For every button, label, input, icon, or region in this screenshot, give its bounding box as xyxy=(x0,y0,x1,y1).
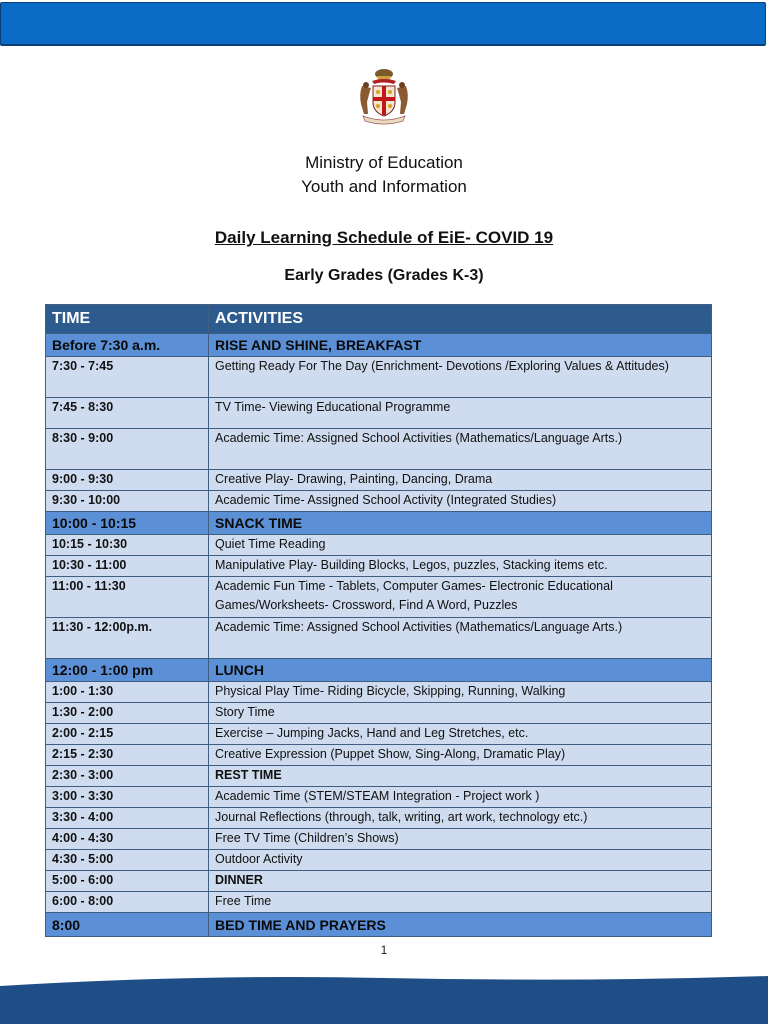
time-cell: 6:00 - 8:00 xyxy=(46,892,209,913)
activity-cell: Manipulative Play- Building Blocks, Legos, puzzles, Stacking items etc. xyxy=(209,556,712,577)
activity-cell: TV Time- Viewing Educational Programme xyxy=(209,398,712,429)
table-row xyxy=(46,470,712,491)
time-column-header: TIME xyxy=(46,305,209,334)
table-row xyxy=(46,398,712,429)
table-row xyxy=(46,556,712,577)
activity-cell: Quiet Time Reading xyxy=(209,535,712,556)
activity-cell: Journal Reflections (through, talk, writing, art work, technology etc.) xyxy=(209,808,712,829)
table-row xyxy=(46,808,712,829)
activities-column-header: ACTIVITIES xyxy=(209,305,712,334)
top-banner-bar xyxy=(0,2,766,46)
table-row xyxy=(46,829,712,850)
activity-cell: Free TV Time (Children’s Shows) xyxy=(209,829,712,850)
activity-cell: Outdoor Activity xyxy=(209,850,712,871)
schedule-table-body xyxy=(46,334,712,937)
table-row xyxy=(46,334,712,357)
time-cell: 10:30 - 11:00 xyxy=(46,556,209,577)
table-row xyxy=(46,766,712,787)
activity-cell: Getting Ready For The Day (Enrichment- Devotions /Exploring Values & Attitudes) xyxy=(209,357,712,398)
page-number: 1 xyxy=(380,943,388,957)
time-cell: 2:15 - 2:30 xyxy=(46,745,209,766)
activity-cell: REST TIME xyxy=(209,766,712,787)
time-cell: 12:00 - 1:00 pm xyxy=(46,659,209,682)
time-cell: 4:00 - 4:30 xyxy=(46,829,209,850)
table-row xyxy=(46,491,712,512)
table-row xyxy=(46,724,712,745)
time-cell: 7:30 - 7:45 xyxy=(46,357,209,398)
time-cell: 8:00 xyxy=(46,913,209,937)
activity-cell: Free Time xyxy=(209,892,712,913)
activity-cell: Exercise – Jumping Jacks, Hand and Leg Stretches, etc. xyxy=(209,724,712,745)
activity-cell: Creative Expression (Puppet Show, Sing-Along, Dramatic Play) xyxy=(209,745,712,766)
time-cell: 11:00 - 11:30 xyxy=(46,577,209,618)
time-cell: 2:00 - 2:15 xyxy=(46,724,209,745)
table-row xyxy=(46,659,712,682)
table-row xyxy=(46,703,712,724)
coat-of-arms-icon xyxy=(355,66,413,126)
schedule-table xyxy=(45,304,712,937)
footer-wave-decoration xyxy=(0,968,768,1024)
time-cell: 9:00 - 9:30 xyxy=(46,470,209,491)
table-row xyxy=(46,535,712,556)
activity-cell: LUNCH xyxy=(209,659,712,682)
time-cell: 8:30 - 9:00 xyxy=(46,429,209,470)
time-cell: 2:30 - 3:00 xyxy=(46,766,209,787)
time-cell: 1:00 - 1:30 xyxy=(46,682,209,703)
document-subtitle: Early Grades (Grades K-3) xyxy=(284,267,484,284)
table-row xyxy=(46,787,712,808)
ministry-line-2: Youth and Information xyxy=(301,177,467,196)
time-cell: 4:30 - 5:00 xyxy=(46,850,209,871)
activity-cell: Academic Time: Assigned School Activities (Mathematics/Language Arts.) xyxy=(209,429,712,470)
table-row xyxy=(46,850,712,871)
activity-cell: Creative Play- Drawing, Painting, Dancing, Drama xyxy=(209,470,712,491)
table-row xyxy=(46,682,712,703)
activity-cell: Story Time xyxy=(209,703,712,724)
time-cell: 11:30 - 12:00p.m. xyxy=(46,618,209,659)
activity-cell: BED TIME AND PRAYERS xyxy=(209,913,712,937)
ministry-heading xyxy=(0,151,768,199)
table-row xyxy=(46,429,712,470)
activity-cell: Academic Time: Assigned School Activities (Mathematics/Language Arts.) xyxy=(209,618,712,659)
time-cell: 7:45 - 8:30 xyxy=(46,398,209,429)
activity-cell: SNACK TIME xyxy=(209,512,712,535)
table-row xyxy=(46,913,712,937)
table-row xyxy=(46,512,712,535)
table-row xyxy=(46,577,712,618)
table-row xyxy=(46,871,712,892)
document-title: Daily Learning Schedule of EiE- COVID 19 xyxy=(214,228,554,247)
table-row xyxy=(46,618,712,659)
time-cell: 10:15 - 10:30 xyxy=(46,535,209,556)
activity-cell: Physical Play Time- Riding Bicycle, Skipping, Running, Walking xyxy=(209,682,712,703)
table-row xyxy=(46,357,712,398)
table-row xyxy=(46,745,712,766)
table-row xyxy=(46,892,712,913)
time-cell: 5:00 - 6:00 xyxy=(46,871,209,892)
ministry-line-1: Ministry of Education xyxy=(305,153,463,172)
activity-cell: Academic Time- Assigned School Activity (Integrated Studies) xyxy=(209,491,712,512)
activity-cell: RISE AND SHINE, BREAKFAST xyxy=(209,334,712,357)
time-cell: 3:00 - 3:30 xyxy=(46,787,209,808)
time-cell: Before 7:30 a.m. xyxy=(46,334,209,357)
activity-cell: Academic Time (STEM/STEAM Integration - Project work ) xyxy=(209,787,712,808)
time-cell: 1:30 - 2:00 xyxy=(46,703,209,724)
time-cell: 3:30 - 4:00 xyxy=(46,808,209,829)
table-header-row xyxy=(46,305,712,334)
activity-cell: DINNER xyxy=(209,871,712,892)
time-cell: 10:00 - 10:15 xyxy=(46,512,209,535)
time-cell: 9:30 - 10:00 xyxy=(46,491,209,512)
activity-cell: Academic Fun Time - Tablets, Computer Games- Electronic Educational Games/Worksheets- Crossword, Find A Word, Puzzles xyxy=(209,577,712,618)
